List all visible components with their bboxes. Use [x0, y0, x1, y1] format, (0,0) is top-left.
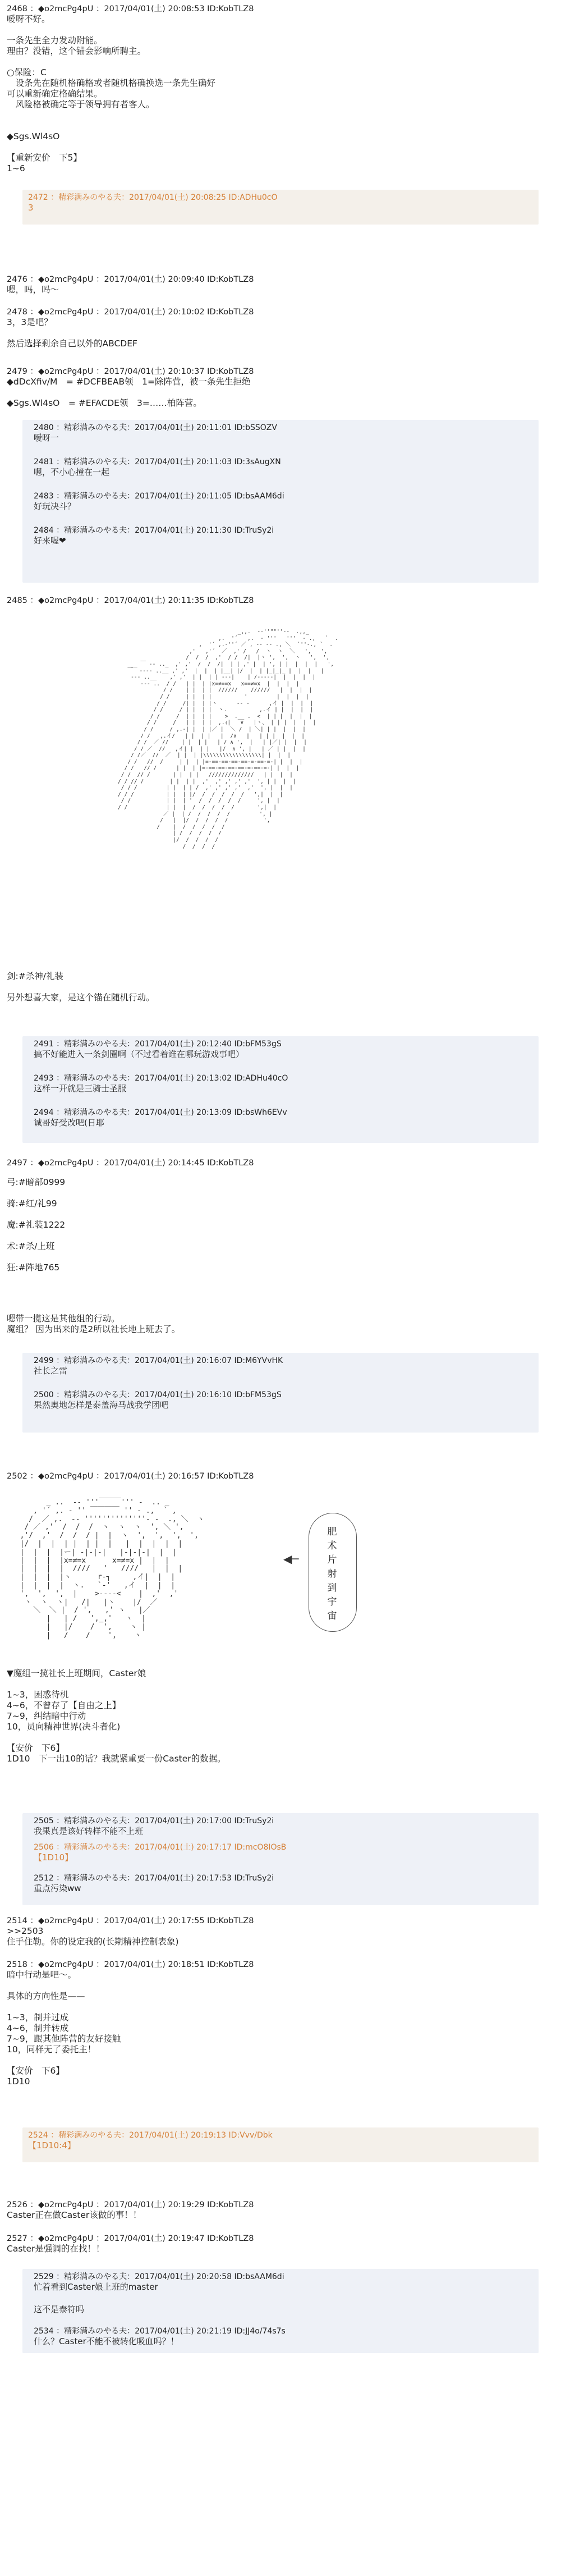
post-header: 2497 ：◆o2mcPg4pU ：2017/04/01(土) 20:14:45 ID:KobTLZ8 [7, 1159, 254, 1168]
quote-header: 2493 ：精彩满みのやる夫：2017/04/01(土) 20:13:02 ID:ADHu40cO [34, 1074, 288, 1083]
post-body: 暗中行动是吧～。 具体的方向性是—— 1~3，制并过成 4~6，制并转成 7~9，跟其他阵营的友好接触 10，同样无了委托主！ 【安价 下6】 1D10 [7, 1970, 121, 2087]
post-header: 2478 ：◆o2mcPg4pU ：2017/04/01(土) 20:10:02 ID:KobTLZ8 [7, 308, 254, 317]
post-body: 嗯带一揽这是其他组的行动。 魔组？ 因为出来的是2所以社长地上班去了。 [7, 1314, 181, 1334]
reply-quote [22, 2127, 539, 2162]
post-header: 2518 ：◆o2mcPg4pU ：2017/04/01(土) 20:18:51 ID:KobTLZ8 [7, 1960, 254, 1969]
quote-body: 这样一开就是三骑士圣服 [34, 1083, 127, 1093]
speech-bubble-char: 到 [327, 1582, 337, 1594]
quote-header: 2534 ：精彩满みのやる夫：2017/04/01(土) 20:21:19 ID:JJ4o/74s7s [34, 2327, 286, 2336]
quote-header: 2472 ：精彩满みのやる夫：2017/04/01(土) 20:08:25 ID:ADHu0cO [28, 193, 278, 202]
speech-bubble-char: 片 [327, 1554, 337, 1566]
quote-header: 2524 ：精彩满みのやる夫：2017/04/01(土) 20:19:13 ID:Vvv/Dbk [28, 2131, 273, 2140]
post [7, 1916, 545, 1947]
quote-header: 2505 ：精彩满みのやる夫：2017/04/01(土) 20:17:00 ID:TruSy2i [34, 1817, 274, 1825]
quote-body: 好玩决斗？ [34, 501, 76, 511]
quote-body: 果然奥地怎样是泰盖海马战我学团吧 [34, 1400, 169, 1410]
arrow-left-icon: ◀─ [283, 1552, 299, 1566]
quote-header: 2484 ：精彩满みのやる夫：2017/04/01(土) 20:11:30 ID:TruSy2i [34, 526, 274, 535]
post [7, 1668, 545, 1764]
quote-body: 重点污染ww [34, 1883, 81, 1893]
post [7, 1159, 545, 1273]
quote-header: 2506 ：精彩满みのやる夫：2017/04/01(土) 20:17:17 ID:mcO8IOsB [34, 1843, 287, 1852]
post [7, 308, 545, 349]
quote-body: 忙着看到Caster娘上班的master [34, 2282, 158, 2292]
reply-quote [22, 190, 539, 225]
quote-body: 我果真是该好转样不能不上班 [34, 1826, 144, 1836]
quote-body: 诚哥好受改吧(日耶 [34, 1118, 104, 1128]
post-header: 2479 ：◆o2mcPg4pU ：2017/04/01(土) 20:10:37 ID:KobTLZ8 [7, 367, 254, 376]
post-header: 2526 ：◆o2mcPg4pU ：2017/04/01(土) 20:19:29 ID:KobTLZ8 [7, 2200, 254, 2209]
post [7, 971, 545, 1003]
post [7, 2200, 545, 2221]
post-header: 2514 ：◆o2mcPg4pU ：2017/04/01(土) 20:17:55 ID:KobTLZ8 [7, 1916, 254, 1925]
post-body: 弓:#暗部0999 骑:#红/礼99 魔:#礼装1222 术:#杀/上班 狂:#阵地765 [7, 1177, 66, 1273]
quote-body: 好来喔❤ [34, 536, 66, 546]
quote-body: 嗳呀一 [34, 433, 59, 443]
reply-quote-group [22, 1813, 539, 1905]
post-body: >>2503 住手住勒。你的设定我的(长期精神控制表象) [7, 1926, 179, 1947]
quote-body: 什么？Caster不能不被转化吸血吗？！ [34, 2336, 179, 2346]
post-body: 嗯，吗，吗～ [7, 285, 59, 295]
quote-body: 搞不好能进入一条剑圈啊（不过看着谁在哪玩游戏事吧） [34, 1049, 245, 1059]
quote-header: 2483 ：精彩满みのやる夫：2017/04/01(土) 20:11:05 ID:bsAAM6di [34, 492, 284, 501]
post-header: 2476 ：◆o2mcPg4pU ：2017/04/01(土) 20:09:40 ID:KobTLZ8 [7, 275, 254, 284]
post-body: 嗳呀不好。 一条先生全力发动附能。 理由？没错，这个锚会影响所聘主。 ○保险：C 设条先在随机格确格或者随机格确换选一条先生确好 可以重新确定格确结果。 风险格被确定等于领导拥有者客人。 ◆Sgs.Wl4sO 【重新安价 下5】 1~6 [7, 14, 216, 173]
ascii-art-character: _ .. -‐ '''￣￣￣''' ‐ .. _ , '´ ,. ‐ '' ￣￣￣￣ '' ‐ ., ` , / ／ ,. -‐ ''''''''''''''‐ - ., ＼ ヽ / ／ ,' / / / ヽ ヽ ヽ ', ＼ ', ,'/ ,' / / / | | ヽ ', ', ', ', |/ | | | | | | | | | | | | | | | |ー| ‐|-|-| |-|‐|‐| | | | | | |x=≠=x x=≠=x | | | | | | | //// ' //// | | | | | | |ヽ r‐┐ ,イ| | | | | | | ヽ. `‐' ,イ | | | ', ', ', | >‐--‐< | ,' ,' ヽ ヽ ヽ| /| |ヽ |/ ／ ＼ ＼ | / ', ,' ヽ |／ | | / ',_,' ヽ | | |/ / ', ヽ | | / / ', ヽ [20, 1498, 205, 1640]
post-body: 剑:#杀神/礼装 另外想喜大家，是这个锚在随机行动。 [7, 971, 155, 1003]
post-header: 2502 ：◆o2mcPg4pU ：2017/04/01(土) 20:16:57 ID:KobTLZ8 [7, 1472, 254, 1481]
quote-body: 3 [28, 203, 34, 213]
post [7, 1960, 545, 2087]
quote-header: 2481 ：精彩满みのやる夫：2017/04/01(土) 20:11:03 ID:3sAugXN [34, 457, 281, 466]
post-header: 2485 ：◆o2mcPg4pU ：2017/04/01(土) 20:11:35 ID:KobTLZ8 [7, 596, 254, 605]
quote-header: 2499 ：精彩满みのやる夫：2017/04/01(土) 20:16:07 ID:M6YVvHK [34, 1356, 283, 1365]
quote-header: 2494 ：精彩满みのやる夫：2017/04/01(土) 20:13:09 ID:bsWh6EVv [34, 1108, 287, 1117]
post [7, 4, 545, 174]
speech-bubble-char: 术 [327, 1540, 337, 1552]
quote-header: 2480 ：精彩满みのやる夫：2017/04/01(土) 20:11:01 ID:bSSOZV [34, 423, 277, 432]
reply-quote-group [22, 1036, 539, 1143]
speech-bubble-char: 宙 [327, 1610, 337, 1622]
quote-header: 2529 ：精彩满みのやる夫：2017/04/01(土) 20:20:58 ID:bsAAM6di [34, 2272, 284, 2281]
quote-header: 2500 ：精彩满みのやる夫：2017/04/01(土) 20:16:10 ID:bFM53gS [34, 1390, 282, 1399]
speech-bubble-char: 宇 [327, 1596, 337, 1608]
ascii-art-character: _,,. -‐''""''‐- .,,_ ,. '´ ,. ‐ ''' ''' ‐ ., ` . , '´ ,.‐''´ ／ , -‐ ‐- ., ＼ `''‐., ` . ,' ,'´ ／ ,' / / ヽ ヽ ＼ ', ', / / / ,' / / /| |ヽ ', ', ヽ ', ', __ ￣ ‐- .._ ,' ,' / / /| | | ,' | | ', | | | | | ', ￣ ‐‐-- ..__ ,' ,' | | | |__| |/ | | |_|_|_ | | | | ‐-- ..__ ,' ,' | | | | ‐-‐| | /‐-‐-‐| | | | | ‐-- .. / / | | | |x=≠==x x==≠=x | | | | / / | | | | ////// ////// | | | | / / | | | | ' | | | | / / /| | | |ヽ -‐ - ,イ | | | | / / / | | | | ヽ. ,.イ | | | | | / / / | | | | > .__ . < | | | | | | / / / | | | | ,.ｨ| ∨ |ヽ、 | | | | | | / / / ,.-| | | |／ | ＼ / | ＼| | | | | | / / ,.イ/ | | | | | /∧ | | | | | | | / / ／ // | | | | | / ∧ ', | | |／| | | | / / ／ // ,イ| | | | |/ ∧ ', | | ／ | | | | / /／ // ／ | | | |\\\\\\\\\\\\\\\\\\| | | | / / // / | | | |=-==-==-==-==-=-==-=-| | | | / / // / | | | |=-==-==-==-==-=-==-=-| | | | / / // / | | | | ////////////// | | | | / / // / | | | | ,' ,' ,' ,' ,' ', | | | | / / / | | | | / ,' ,' ,' ,' ,' ', | | | / / / | | | |/ / / / / / ',| | | / / | | | ' / / / / / ', | | / / | | | / / / / / ',| | ／ | | / / / / / ', | / | |/ / / / / ', / | / / / / / | / / / / / |/ / / / / / / / / [118, 629, 338, 850]
post [7, 367, 545, 409]
quote-body: 【1D10】 [34, 1852, 73, 1863]
post-body: ◆dDcXfiv/M = #DCFBEAB领 1=除阵营，被一条先生拒绝 ◆Sgs.Wl4sO = #EFACDE领 3=……柏阵营。 [7, 377, 251, 408]
reply-quote-group [22, 2269, 539, 2353]
post-header: 2527 ：◆o2mcPg4pU ：2017/04/01(土) 20:19:47 ID:KobTLZ8 [7, 2234, 254, 2243]
reply-quote-group [22, 1353, 539, 1433]
quote-header: 2491 ：精彩满みのやる夫：2017/04/01(土) 20:12:40 ID:bFM53gS [34, 1040, 282, 1049]
post-header: 2468 ：◆o2mcPg4pU ：2017/04/01(土) 20:08:53 ID:KobTLZ8 [7, 4, 254, 13]
reply-quote-group [22, 420, 539, 583]
quote-body: 社长之雷 [34, 1366, 68, 1376]
post [7, 275, 545, 295]
post-body: Caster是强调的在找！！ [7, 2244, 105, 2254]
post-body: Caster正在做Caster该做的事！！ [7, 2210, 142, 2220]
post [7, 1314, 545, 1335]
post-body: ▼魔组一揽社长上班期间，Caster娘 1~3，困惑待机 4~6，不曾存了【自由之上】 7~9，纠结暗中行动 10，员向精神世界(决斗者化) 【安价 下6】 1D10 下一出10的话？我就紧重要一份Caster的数据。 [7, 1668, 226, 1764]
post [7, 1472, 545, 1481]
quote-body: 嗯，不小心撞在一起 [34, 467, 110, 477]
post [7, 2234, 545, 2254]
quote-body: 这不是泰符吗 [34, 2304, 85, 2314]
speech-bubble-char: 肥 [327, 1526, 337, 1538]
speech-bubble-char: 射 [327, 1568, 337, 1580]
post-body: 3，3是吧？ 然后选择剩余自己以外的ABCDEF [7, 317, 137, 349]
quote-body: 【1D10:4】 [28, 2140, 76, 2151]
quote-header: 2512 ：精彩满みのやる夫：2017/04/01(土) 20:17:53 ID:TruSy2i [34, 1874, 274, 1883]
post [7, 596, 545, 606]
